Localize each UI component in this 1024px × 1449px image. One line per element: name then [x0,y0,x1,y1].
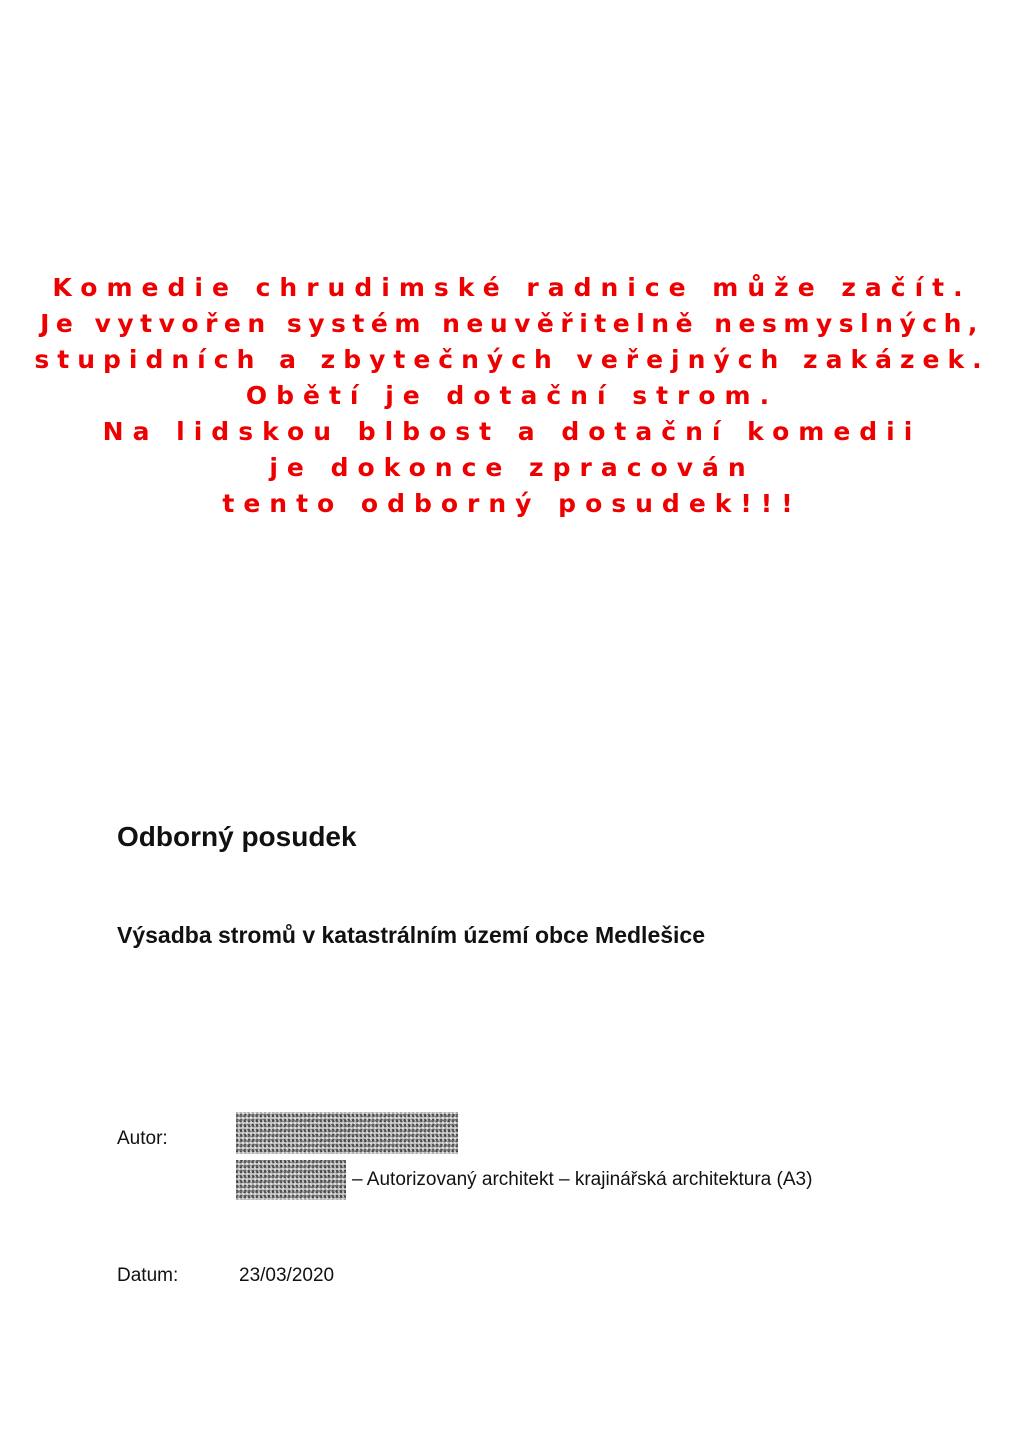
overlay-line-1: Komedie chrudimské radnice může začít. [52,273,972,302]
overlay-line-7: tento odborný posudek!!! [222,489,802,518]
author-role: – Autorizovaný architekt – krajinářská architektura (A3) [352,1169,813,1190]
document-title: Odborný posudek [117,821,357,852]
overlay-line-3: stupidních a zbytečných veřejných zakázek. [34,345,990,374]
overlay-line-5: Na lidskou blbost a dotační komedii [102,417,922,446]
document-subtitle: Výsadba stromů v katastrálním území obce Medlešice [117,922,706,948]
overlay-line-4: Obětí je dotační strom. [245,381,779,410]
overlay-line-6: je dokonce zpracován [269,453,755,482]
overlay-line-2: Je vytvořen systém neuvěřitelně nesmyslných, [40,309,984,338]
protest-overlay-text [0,270,1024,522]
date-label: Datum: [117,1265,179,1286]
author-label: Autor: [117,1128,168,1149]
date-value: 23/03/2020 [239,1265,335,1286]
redacted-author-credential [236,1160,346,1200]
redacted-author-name [236,1112,458,1154]
